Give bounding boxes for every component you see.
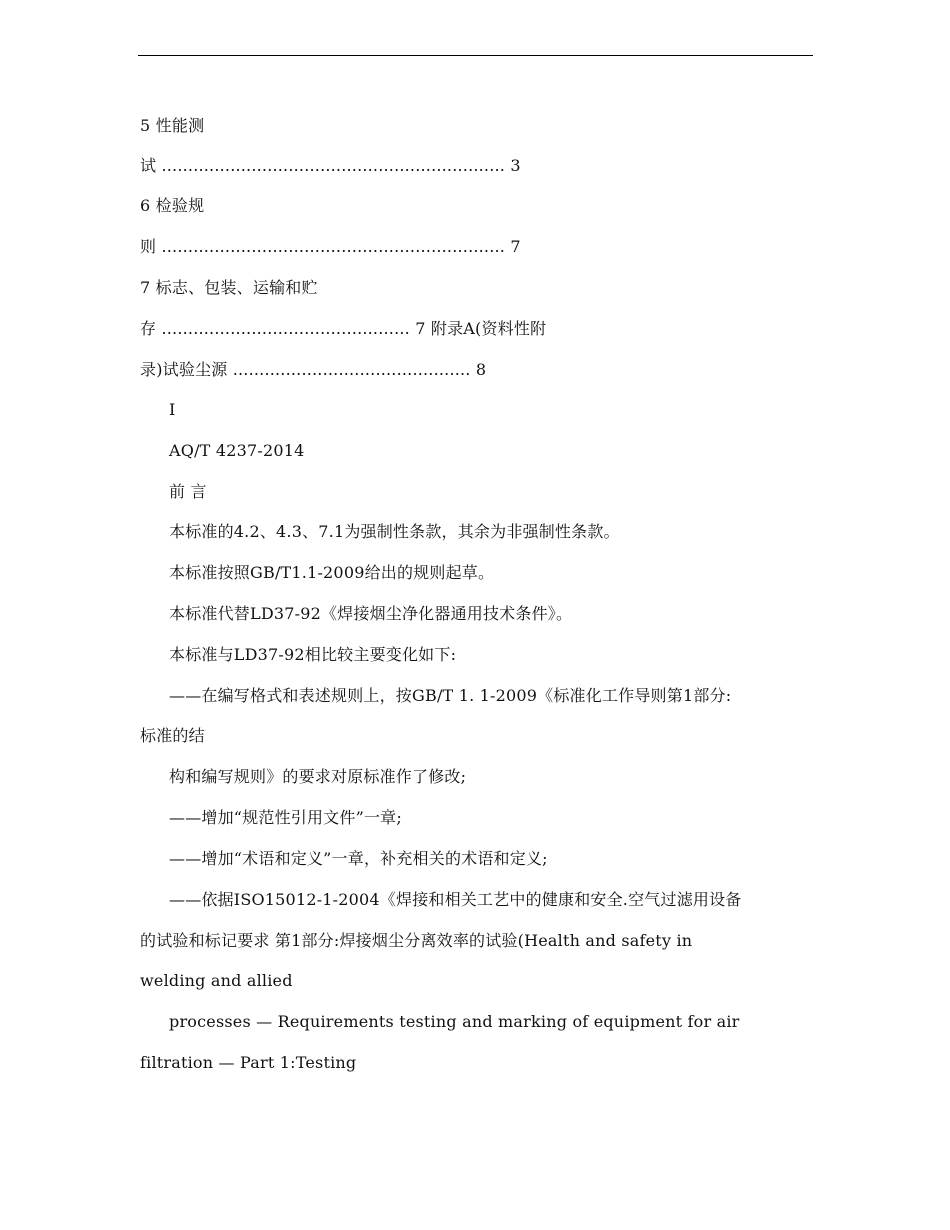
change-item-terms: ——增加“术语和定义”一章，补充相关的术语和定义; [169,849,548,868]
header-rule [138,55,813,56]
change-item-iso-cont3: processes — Requirements testing and marking of equipment for air [169,1012,740,1031]
toc-entry-appendix-a[interactable]: 录)试验尘源 ............................................. 8 [140,360,487,379]
change-item-iso-cont4: filtration — Part 1:Testing [140,1053,357,1072]
change-item-normative-refs: ——增加“规范性引用文件”一章; [169,808,402,827]
change-item-iso: ——依据ISO15012-1-2004《焊接和相关工艺中的健康和安全.空气过滤用设备 [169,890,742,909]
change-item-format-cont: 构和编写规则》的要求对原标准作了修改; [169,767,467,786]
page-marker: I [169,400,176,419]
paragraph-changes-intro: 本标准与LD37-92相比较主要变化如下: [169,645,457,664]
paragraph-drafting-rules: 本标准按照GB/T1.1-2009给出的规则起草。 [169,563,495,582]
foreword-title: 前 言 [169,482,207,501]
paragraph-replaces: 本标准代替LD37-92《焊接烟尘净化器通用技术条件》。 [169,604,573,623]
toc-entry-6-cont[interactable]: 则 ................................................................. 7 [140,237,521,256]
toc-entry-5[interactable]: 5 性能测 [140,116,205,135]
change-item-format: ——在编写格式和表述规则上，按GB/T 1. 1-2009《标准化工作导则第1部分: [169,686,732,705]
toc-entry-7-cont[interactable]: 存 ............................................... 7 附录A(资料性附 [140,319,547,338]
toc-entry-7[interactable]: 7 标志、包装、运输和贮 [140,278,318,297]
change-item-iso-cont2: welding and allied [140,971,293,990]
standard-code: AQ/T 4237-2014 [169,441,305,460]
change-item-format-wrap: 标准的结 [140,726,205,745]
toc-entry-5-cont[interactable]: 试 ................................................................. 3 [140,156,521,175]
paragraph-mandatory-clauses: 本标准的4.2、4.3、7.1为强制性条款，其余为非强制性条款。 [169,522,620,541]
toc-entry-6[interactable]: 6 检验规 [140,196,205,215]
change-item-iso-cont: 的试验和标记要求 第1部分:焊接烟尘分离效率的试验(Health and safety in [140,931,693,950]
